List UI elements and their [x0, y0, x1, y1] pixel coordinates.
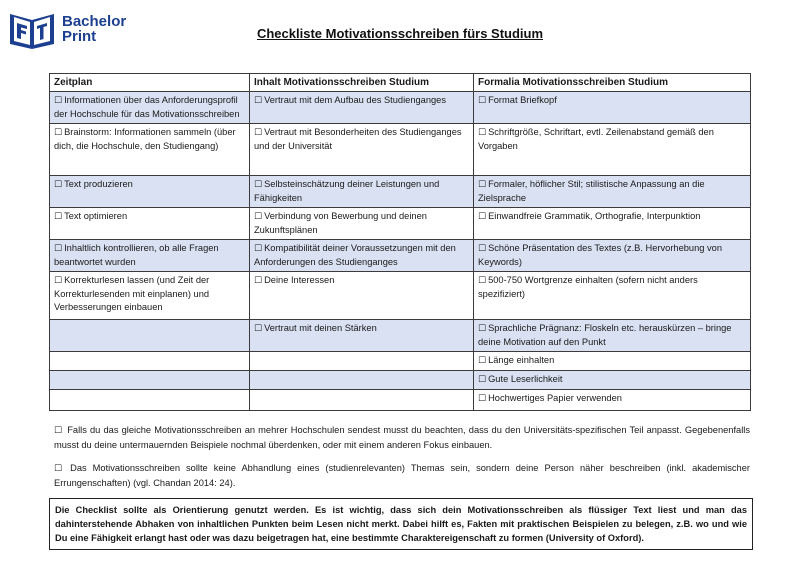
- note-paragraph: [54, 423, 750, 452]
- checkbox-icon[interactable]: ☐: [54, 128, 63, 138]
- checklist-item-text: Sprachliche Prägnanz: Floskeln etc. herauskürzen – bringe deine Motivation auf den Punkt: [478, 323, 732, 347]
- checkbox-icon[interactable]: ☐: [54, 180, 63, 190]
- table-cell: [474, 320, 751, 352]
- checkbox-icon[interactable]: ☐: [54, 426, 63, 436]
- column-header: Formalia Motivationsschreiben Studium: [474, 74, 751, 92]
- checklist-item-text: Länge einhalten: [488, 355, 555, 365]
- checkbox-icon[interactable]: ☐: [478, 128, 487, 138]
- checkbox-icon[interactable]: ☐: [54, 212, 63, 222]
- table-cell: [474, 92, 751, 124]
- table-cell: [250, 272, 474, 320]
- checklist-item-text: Hochwertiges Papier verwenden: [488, 393, 622, 403]
- page-title: Checkliste Motivationsschreiben fürs Studium: [256, 26, 544, 41]
- checklist-item-text: Text optimieren: [64, 211, 128, 221]
- checkbox-icon[interactable]: ☐: [54, 96, 63, 106]
- table-row: [50, 240, 751, 272]
- table-row: [50, 92, 751, 124]
- checkbox-icon[interactable]: ☐: [478, 375, 487, 385]
- checkbox-icon[interactable]: ☐: [54, 244, 63, 254]
- checkbox-icon[interactable]: ☐: [254, 212, 263, 222]
- checkbox-icon[interactable]: ☐: [478, 394, 487, 404]
- table-cell: [250, 92, 474, 124]
- checklist-item-text: Schöne Präsentation des Textes (z.B. Hervorhebung von Keywords): [478, 243, 723, 267]
- table-row: [50, 208, 751, 240]
- table-cell: [50, 272, 250, 320]
- table-cell: [50, 320, 250, 352]
- checklist-item-text: Text produzieren: [64, 179, 133, 189]
- table-cell: [250, 176, 474, 208]
- checklist-item-text: Format Briefkopf: [488, 95, 557, 105]
- checkbox-icon[interactable]: ☐: [254, 324, 263, 334]
- checklist-item-text: Vertraut mit deinen Stärken: [264, 323, 377, 333]
- column-header: Inhalt Motivationsschreiben Studium: [250, 74, 474, 92]
- checklist-item-text: Inhaltlich kontrollieren, ob alle Fragen beantwortet wurden: [54, 243, 219, 267]
- checkbox-icon[interactable]: ☐: [478, 180, 487, 190]
- checklist-item-text: Vertraut mit Besonderheiten des Studienganges und der Universität: [254, 127, 462, 151]
- checklist-item-text: Schriftgröße, Schriftart, evtl. Zeilenabstand gemäß den Vorgaben: [478, 127, 714, 151]
- summary-box: Die Checklist sollte als Orientierung genutzt werden. Es ist wichtig, dass sich dein Motivationsschreiben als flüssiger Text liest und man das dahinterstehende Abhaken von inhaltlichen Punkten beim Lesen nicht merkt. Dabei hilft es, Fakten mit praktischen Beispielen zu belegen, z.B. wo und wie Du eine Fähigkeit erlangt hast oder was dazu beigetragen hat, eine bestimmte Charaktereigenschaft zu formen (University of Oxford).: [49, 498, 753, 550]
- checklist-item-text: Korrekturlesen lassen (und Zeit der Korrekturlesenden mit einplanen) und Verbesserungen einbauen: [54, 275, 210, 312]
- note-text: Das Motivationsschreiben sollte keine Abhandlung eines (studienrelevanten) Themas sein, sondern deine Person näher beschreiben (inkl. akademischer Errungenschaften) (vgl. Chandan 2014: 24).: [54, 463, 750, 488]
- checkbox-icon[interactable]: ☐: [254, 180, 263, 190]
- table-cell: [50, 371, 250, 390]
- table-cell: [250, 124, 474, 176]
- checkbox-icon[interactable]: ☐: [254, 128, 263, 138]
- table-row: [50, 176, 751, 208]
- checkbox-icon[interactable]: ☐: [478, 356, 487, 366]
- table-cell: [250, 371, 474, 390]
- checklist-item-text: 500-750 Wortgrenze einhalten (sofern nicht anders spezifiziert): [478, 275, 698, 299]
- note-text: Falls du das gleiche Motivationsschreiben an mehrer Hochschulen sendest musst du beachten, dass du den Universitäts-spezifischen Teil anpasst. Gegebenenfalls musst du deine untermauernden Beispiele nochmal überdenken, oder mit einem anderen Fokus einbauen.: [54, 425, 750, 450]
- table-cell: [474, 240, 751, 272]
- table-cell: [50, 240, 250, 272]
- logo-line2: Print: [62, 28, 97, 45]
- table-row: [50, 320, 751, 352]
- table-cell: [474, 124, 751, 176]
- checklist-item-text: Selbsteinschätzung deiner Leistungen und Fähigkeiten: [254, 179, 440, 203]
- checklist-table: [49, 73, 751, 411]
- checkbox-icon[interactable]: ☐: [478, 276, 487, 286]
- table-row: [50, 352, 751, 371]
- table-row: [50, 272, 751, 320]
- table-cell: [250, 320, 474, 352]
- checklist-item-text: Einwandfreie Grammatik, Orthografie, Interpunktion: [488, 211, 701, 221]
- checklist-item-text: Deine Interessen: [264, 275, 335, 285]
- column-header: Zeitplan: [50, 74, 250, 92]
- checklist-item-text: Informationen über das Anforderungsprofil der Hochschule für das Motivationsschreiben: [54, 95, 240, 119]
- table-cell: [250, 208, 474, 240]
- table-cell: [50, 352, 250, 371]
- checklist-item-text: Verbindung von Bewerbung und deinen Zukunftsplänen: [254, 211, 427, 235]
- checklist-item-text: Brainstorm: Informationen sammeln (über dich, die Hochschule, den Studiengang): [54, 127, 236, 151]
- table-cell: [474, 371, 751, 390]
- checkbox-icon[interactable]: ☐: [254, 276, 263, 286]
- checkbox-icon[interactable]: ☐: [478, 324, 487, 334]
- table-cell: [250, 352, 474, 371]
- logo-line1: Bachelor: [62, 13, 127, 30]
- checklist-item-text: Vertraut mit dem Aufbau des Studienganges: [264, 95, 447, 105]
- table-cell: [474, 208, 751, 240]
- table-cell: [50, 390, 250, 411]
- table-cell: [474, 272, 751, 320]
- checkbox-icon[interactable]: ☐: [254, 96, 263, 106]
- table-cell: [474, 176, 751, 208]
- table-cell: [50, 176, 250, 208]
- table-cell: [50, 92, 250, 124]
- checkbox-icon[interactable]: ☐: [54, 276, 63, 286]
- table-header-row: [50, 74, 751, 92]
- table-cell: [250, 390, 474, 411]
- checklist-item-text: Formaler, höflicher Stil; stilistische Anpassung an die Zielsprache: [478, 179, 705, 203]
- note-paragraph: [54, 461, 750, 490]
- checkbox-icon[interactable]: ☐: [254, 244, 263, 254]
- checkbox-icon[interactable]: ☐: [478, 212, 487, 222]
- checklist-item-text: Kompatibilität deiner Voraussetzungen mit den Anforderungen des Studienganges: [254, 243, 456, 267]
- checkbox-icon[interactable]: ☐: [478, 96, 487, 106]
- checklist-item-text: Gute Leserlichkeit: [488, 374, 563, 384]
- table-cell: [474, 390, 751, 411]
- table-cell: [250, 240, 474, 272]
- table-cell: [474, 352, 751, 371]
- table-cell: [50, 208, 250, 240]
- table-row: [50, 124, 751, 176]
- checkbox-icon[interactable]: ☐: [478, 244, 487, 254]
- table-row: [50, 390, 751, 411]
- table-cell: [50, 124, 250, 176]
- table-row: [50, 371, 751, 390]
- checkbox-icon[interactable]: ☐: [54, 464, 63, 474]
